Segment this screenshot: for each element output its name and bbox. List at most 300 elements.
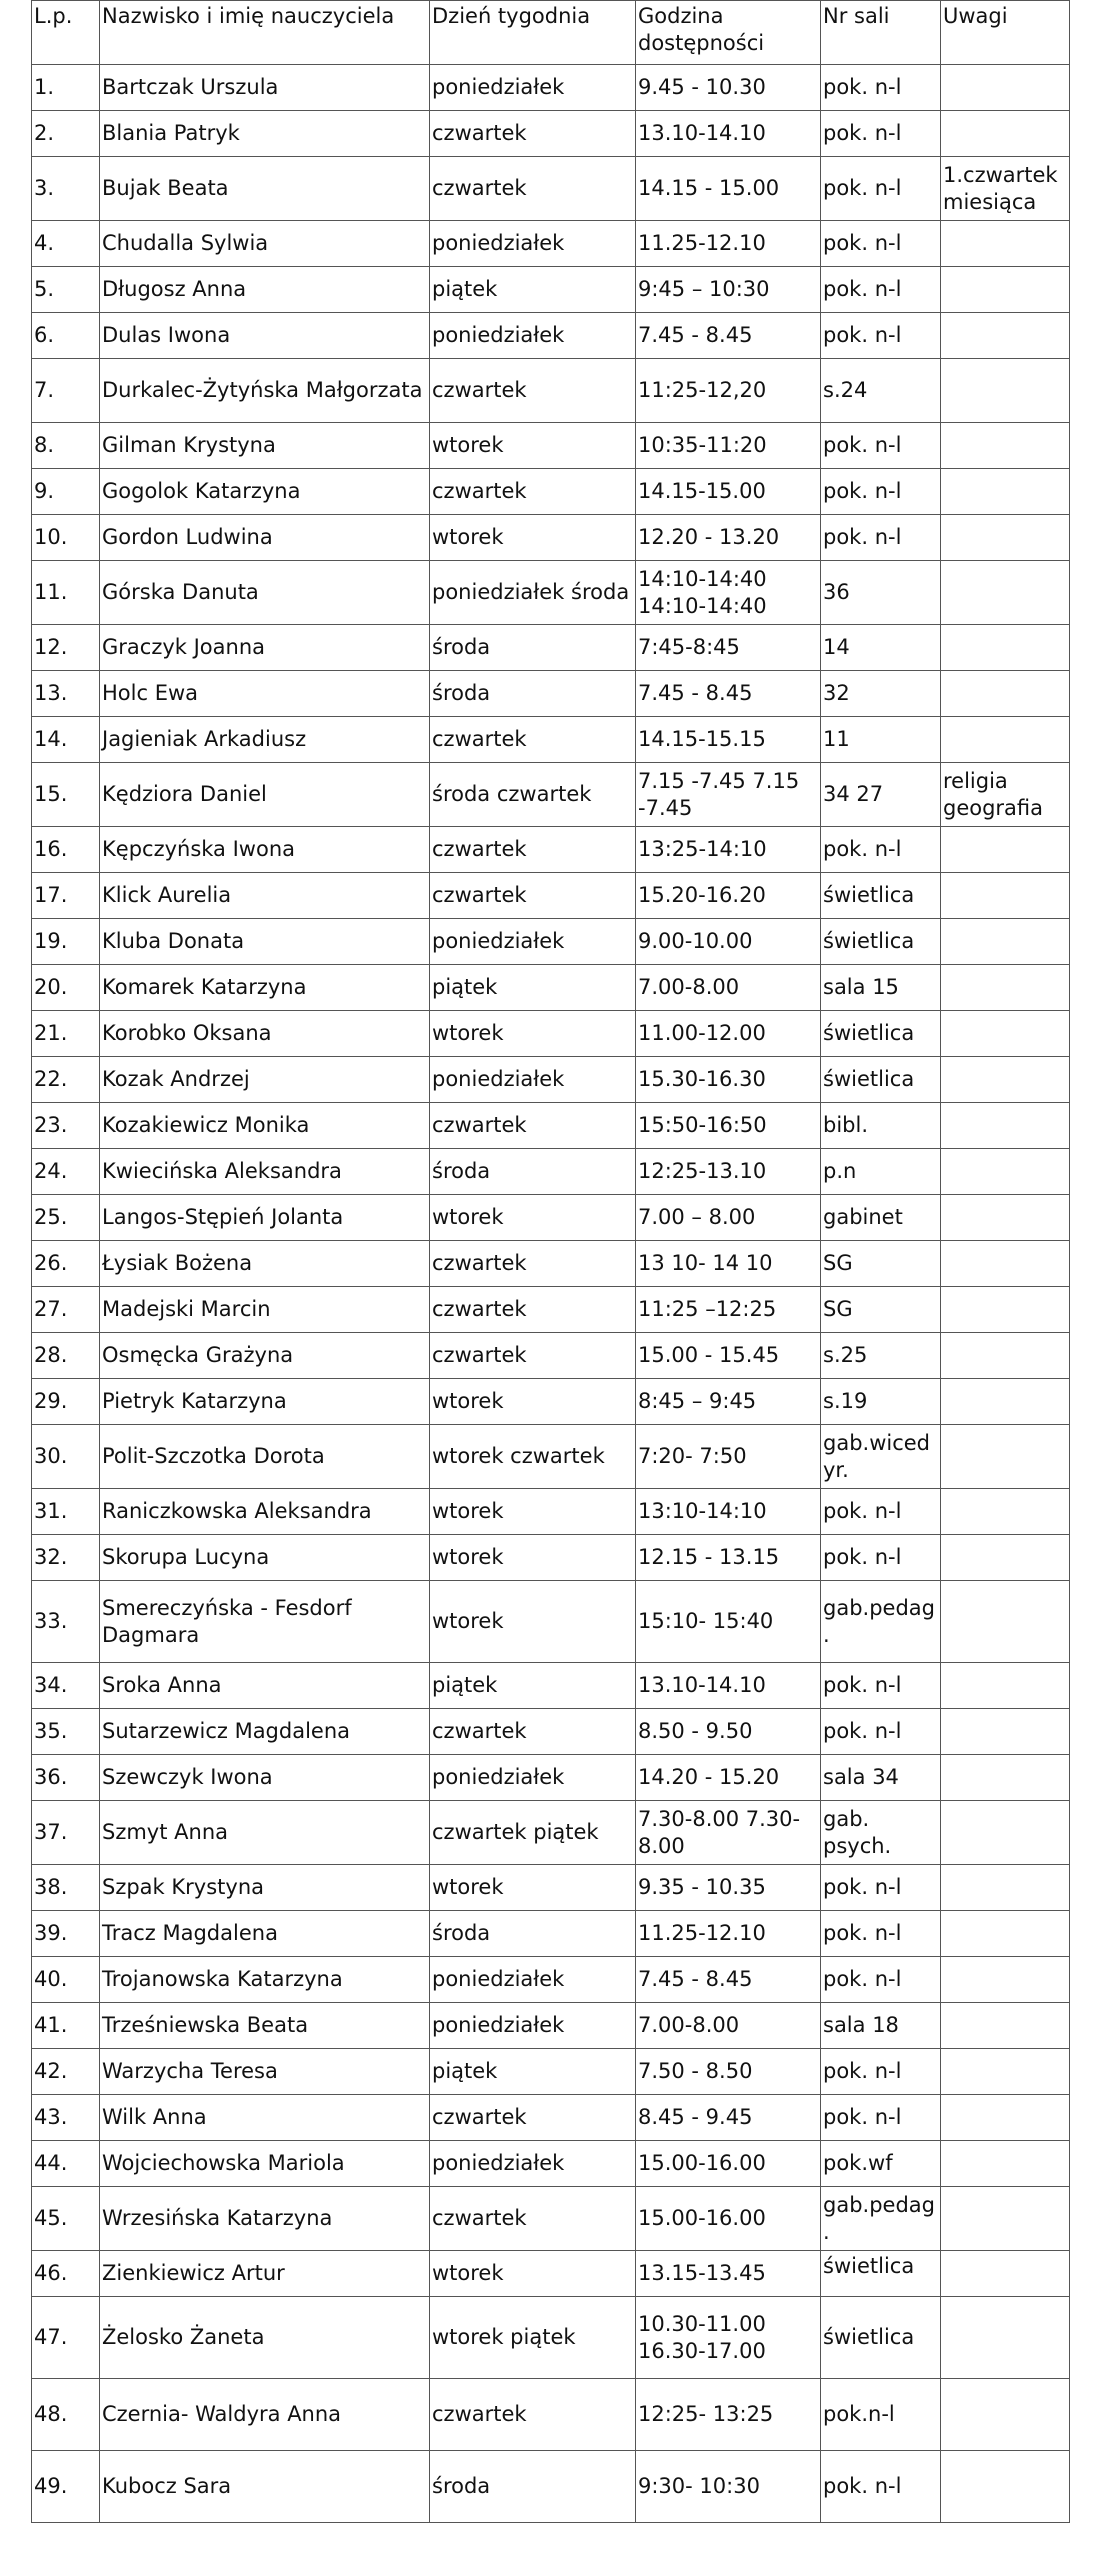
table-row — [32, 157, 1070, 221]
cell-notes — [941, 2451, 1070, 2523]
cell-time: 15.30-16.30 — [636, 1057, 821, 1103]
cell-room: pok. n-l — [821, 1911, 941, 1957]
cell-notes — [941, 671, 1070, 717]
cell-lp: 22. — [32, 1057, 100, 1103]
cell-notes — [941, 625, 1070, 671]
cell-teacher-name: Osmęcka Grażyna — [100, 1333, 430, 1379]
cell-room: świetlica — [821, 1011, 941, 1057]
cell-time: 12.15 - 13.15 — [636, 1535, 821, 1581]
cell-teacher-name: Blania Patryk — [100, 111, 430, 157]
cell-time: 11.25-12.10 — [636, 1911, 821, 1957]
cell-time: 13.15-13.45 — [636, 2251, 821, 2297]
table-row — [32, 1581, 1070, 1663]
cell-time: 10:35-11:20 — [636, 423, 821, 469]
cell-lp: 46. — [32, 2251, 100, 2297]
cell-day: czwartek — [430, 2095, 636, 2141]
table-row — [32, 717, 1070, 763]
cell-notes — [941, 2379, 1070, 2451]
cell-teacher-name: Warzycha Teresa — [100, 2049, 430, 2095]
cell-day: poniedziałek — [430, 221, 636, 267]
cell-room: SG — [821, 1287, 941, 1333]
cell-teacher-name: Sroka Anna — [100, 1663, 430, 1709]
cell-teacher-name: Gordon Ludwina — [100, 515, 430, 561]
cell-lp: 48. — [32, 2379, 100, 2451]
cell-room: pok. n-l — [821, 515, 941, 561]
cell-time: 8.45 - 9.45 — [636, 2095, 821, 2141]
cell-teacher-name: Chudalla Sylwia — [100, 221, 430, 267]
cell-room: pok. n-l — [821, 2049, 941, 2095]
cell-room: s.19 — [821, 1379, 941, 1425]
cell-room: gabinet — [821, 1195, 941, 1241]
cell-day: czwartek — [430, 111, 636, 157]
cell-day: piątek — [430, 267, 636, 313]
cell-day: poniedziałek — [430, 313, 636, 359]
cell-time: 9.00-10.00 — [636, 919, 821, 965]
table-row — [32, 1535, 1070, 1581]
table-row — [32, 65, 1070, 111]
cell-room: gab.pedag. — [821, 2187, 941, 2251]
cell-notes — [941, 1755, 1070, 1801]
cell-teacher-name: Skorupa Lucyna — [100, 1535, 430, 1581]
cell-time: 7.00 – 8.00 — [636, 1195, 821, 1241]
cell-room: sala 15 — [821, 965, 941, 1011]
cell-lp: 28. — [32, 1333, 100, 1379]
cell-room: pok. n-l — [821, 1709, 941, 1755]
cell-teacher-name: Długosz Anna — [100, 267, 430, 313]
cell-notes — [941, 1957, 1070, 2003]
cell-lp: 2. — [32, 111, 100, 157]
cell-notes — [941, 2251, 1070, 2297]
cell-teacher-name: Dulas Iwona — [100, 313, 430, 359]
cell-room: pok. n-l — [821, 313, 941, 359]
table-row — [32, 625, 1070, 671]
table-row — [32, 1755, 1070, 1801]
cell-time: 7.30-8.00 7.30-8.00 — [636, 1801, 821, 1865]
cell-time: 9:30- 10:30 — [636, 2451, 821, 2523]
header-day: Dzień tygodnia — [430, 1, 636, 65]
cell-room: sala 34 — [821, 1755, 941, 1801]
cell-lp: 3. — [32, 157, 100, 221]
cell-notes — [941, 1057, 1070, 1103]
cell-time: 14.15-15.15 — [636, 717, 821, 763]
cell-time: 10.30-11.00 16.30-17.00 — [636, 2297, 821, 2379]
cell-time: 7.50 - 8.50 — [636, 2049, 821, 2095]
cell-room: pok. n-l — [821, 221, 941, 267]
table-row — [32, 2095, 1070, 2141]
cell-time: 15.00-16.00 — [636, 2141, 821, 2187]
cell-room: gab. psych. — [821, 1801, 941, 1865]
cell-day: wtorek — [430, 1195, 636, 1241]
cell-notes — [941, 1709, 1070, 1755]
cell-notes — [941, 717, 1070, 763]
cell-notes — [941, 1489, 1070, 1535]
cell-lp: 7. — [32, 359, 100, 423]
cell-lp: 39. — [32, 1911, 100, 1957]
cell-teacher-name: Bujak Beata — [100, 157, 430, 221]
cell-notes — [941, 965, 1070, 1011]
cell-room: 34 27 — [821, 763, 941, 827]
cell-lp: 24. — [32, 1149, 100, 1195]
table-row — [32, 221, 1070, 267]
header-notes: Uwagi — [941, 1, 1070, 65]
cell-day: piątek — [430, 1663, 636, 1709]
cell-teacher-name: Łysiak Bożena — [100, 1241, 430, 1287]
cell-teacher-name: Kwiecińska Aleksandra — [100, 1149, 430, 1195]
cell-day: czwartek — [430, 873, 636, 919]
cell-lp: 43. — [32, 2095, 100, 2141]
cell-notes — [941, 2187, 1070, 2251]
cell-room: pok. n-l — [821, 1865, 941, 1911]
cell-day: poniedziałek — [430, 919, 636, 965]
cell-room: świetlica — [821, 2251, 941, 2297]
cell-lp: 11. — [32, 561, 100, 625]
cell-day: wtorek — [430, 515, 636, 561]
cell-room: gab.wiced yr. — [821, 1425, 941, 1489]
table-row — [32, 827, 1070, 873]
cell-teacher-name: Komarek Katarzyna — [100, 965, 430, 1011]
cell-notes — [941, 561, 1070, 625]
cell-teacher-name: Wilk Anna — [100, 2095, 430, 2141]
cell-day: poniedziałek — [430, 2003, 636, 2049]
cell-day: środa — [430, 2451, 636, 2523]
cell-notes — [941, 1535, 1070, 1581]
cell-notes — [941, 267, 1070, 313]
cell-teacher-name: Gogolok Katarzyna — [100, 469, 430, 515]
cell-day: czwartek — [430, 157, 636, 221]
cell-time: 7.45 - 8.45 — [636, 1957, 821, 2003]
cell-notes — [941, 1333, 1070, 1379]
cell-day: czwartek — [430, 1333, 636, 1379]
table-row — [32, 2187, 1070, 2251]
cell-time: 7.00-8.00 — [636, 2003, 821, 2049]
cell-time: 9.35 - 10.35 — [636, 1865, 821, 1911]
table-row — [32, 1057, 1070, 1103]
cell-time: 9.45 - 10.30 — [636, 65, 821, 111]
header-time: Godzina dostępności — [636, 1, 821, 65]
table-row — [32, 2451, 1070, 2523]
cell-day: czwartek — [430, 359, 636, 423]
cell-teacher-name: Korobko Oksana — [100, 1011, 430, 1057]
cell-teacher-name: Sutarzewicz Magdalena — [100, 1709, 430, 1755]
cell-room: pok. n-l — [821, 65, 941, 111]
table-row — [32, 1663, 1070, 1709]
cell-teacher-name: Smereczyńska - Fesdorf Dagmara — [100, 1581, 430, 1663]
cell-teacher-name: Kępczyńska Iwona — [100, 827, 430, 873]
cell-teacher-name: Raniczkowska Aleksandra — [100, 1489, 430, 1535]
table-row — [32, 561, 1070, 625]
cell-lp: 13. — [32, 671, 100, 717]
cell-lp: 1. — [32, 65, 100, 111]
cell-lp: 37. — [32, 1801, 100, 1865]
table-row — [32, 873, 1070, 919]
cell-time: 14:10-14:40 14:10-14:40 — [636, 561, 821, 625]
cell-notes — [941, 919, 1070, 965]
table-row — [32, 2297, 1070, 2379]
cell-day: czwartek — [430, 1103, 636, 1149]
cell-day: poniedziałek — [430, 65, 636, 111]
table-row — [32, 1801, 1070, 1865]
cell-teacher-name: Holc Ewa — [100, 671, 430, 717]
cell-lp: 27. — [32, 1287, 100, 1333]
cell-notes — [941, 221, 1070, 267]
cell-teacher-name: Pietryk Katarzyna — [100, 1379, 430, 1425]
cell-lp: 6. — [32, 313, 100, 359]
cell-day: wtorek — [430, 2251, 636, 2297]
cell-notes — [941, 1865, 1070, 1911]
cell-time: 7.15 -7.45 7.15 -7.45 — [636, 763, 821, 827]
cell-day: czwartek — [430, 1287, 636, 1333]
cell-notes — [941, 2297, 1070, 2379]
cell-teacher-name: Langos-Stępień Jolanta — [100, 1195, 430, 1241]
cell-day: wtorek — [430, 1011, 636, 1057]
table-row — [32, 919, 1070, 965]
cell-lp: 8. — [32, 423, 100, 469]
cell-lp: 45. — [32, 2187, 100, 2251]
cell-time: 14.20 - 15.20 — [636, 1755, 821, 1801]
table-row — [32, 2141, 1070, 2187]
cell-room: p.n — [821, 1149, 941, 1195]
cell-time: 14.15-15.00 — [636, 469, 821, 515]
cell-day: wtorek — [430, 1379, 636, 1425]
table-row — [32, 965, 1070, 1011]
table-row — [32, 1333, 1070, 1379]
table-row — [32, 1489, 1070, 1535]
cell-room: świetlica — [821, 1057, 941, 1103]
cell-day: czwartek — [430, 1241, 636, 1287]
table-row — [32, 1865, 1070, 1911]
cell-lp: 33. — [32, 1581, 100, 1663]
cell-time: 12.20 - 13.20 — [636, 515, 821, 561]
cell-teacher-name: Górska Danuta — [100, 561, 430, 625]
cell-room: świetlica — [821, 873, 941, 919]
cell-notes — [941, 313, 1070, 359]
cell-lp: 31. — [32, 1489, 100, 1535]
cell-teacher-name: Polit-Szczotka Dorota — [100, 1425, 430, 1489]
cell-time: 12:25-13.10 — [636, 1149, 821, 1195]
cell-day: poniedziałek środa — [430, 561, 636, 625]
cell-notes — [941, 359, 1070, 423]
table-row — [32, 1425, 1070, 1489]
cell-lp: 32. — [32, 1535, 100, 1581]
cell-time: 9:45 – 10:30 — [636, 267, 821, 313]
cell-time: 7:20- 7:50 — [636, 1425, 821, 1489]
cell-room: pok. n-l — [821, 157, 941, 221]
cell-notes — [941, 1195, 1070, 1241]
cell-lp: 26. — [32, 1241, 100, 1287]
cell-time: 7:45-8:45 — [636, 625, 821, 671]
cell-lp: 5. — [32, 267, 100, 313]
table-row — [32, 1241, 1070, 1287]
header-name: Nazwisko i imię nauczyciela — [100, 1, 430, 65]
cell-room: świetlica — [821, 919, 941, 965]
cell-day: wtorek — [430, 423, 636, 469]
cell-room: pok. n-l — [821, 423, 941, 469]
cell-day: poniedziałek — [430, 1957, 636, 2003]
cell-notes — [941, 2049, 1070, 2095]
cell-teacher-name: Szewczyk Iwona — [100, 1755, 430, 1801]
cell-room: pok. n-l — [821, 111, 941, 157]
cell-room: pok. n-l — [821, 2451, 941, 2523]
cell-room: pok.n-l — [821, 2379, 941, 2451]
header-row — [32, 1, 1070, 65]
table-row — [32, 267, 1070, 313]
cell-time: 8.50 - 9.50 — [636, 1709, 821, 1755]
cell-room: s.25 — [821, 1333, 941, 1379]
cell-teacher-name: Graczyk Joanna — [100, 625, 430, 671]
cell-notes — [941, 1103, 1070, 1149]
cell-teacher-name: Żelosko Żaneta — [100, 2297, 430, 2379]
table-row — [32, 671, 1070, 717]
table-row — [32, 1103, 1070, 1149]
cell-day: wtorek piątek — [430, 2297, 636, 2379]
cell-time: 15:50-16:50 — [636, 1103, 821, 1149]
cell-room: pok. n-l — [821, 1663, 941, 1709]
cell-time: 15.00 - 15.45 — [636, 1333, 821, 1379]
cell-time: 15:10- 15:40 — [636, 1581, 821, 1663]
cell-notes — [941, 1663, 1070, 1709]
cell-lp: 9. — [32, 469, 100, 515]
cell-lp: 16. — [32, 827, 100, 873]
table-row — [32, 2379, 1070, 2451]
cell-room: 32 — [821, 671, 941, 717]
cell-lp: 35. — [32, 1709, 100, 1755]
cell-time: 11.25-12.10 — [636, 221, 821, 267]
cell-day: wtorek — [430, 1581, 636, 1663]
cell-day: czwartek — [430, 1709, 636, 1755]
cell-teacher-name: Szpak Krystyna — [100, 1865, 430, 1911]
table-row — [32, 313, 1070, 359]
cell-teacher-name: Jagieniak Arkadiusz — [100, 717, 430, 763]
table-row — [32, 359, 1070, 423]
cell-lp: 23. — [32, 1103, 100, 1149]
cell-teacher-name: Madejski Marcin — [100, 1287, 430, 1333]
cell-time: 12:25- 13:25 — [636, 2379, 821, 2451]
table-row — [32, 1149, 1070, 1195]
cell-lp: 40. — [32, 1957, 100, 2003]
cell-day: czwartek — [430, 469, 636, 515]
cell-day: środa — [430, 671, 636, 717]
cell-room: bibl. — [821, 1103, 941, 1149]
cell-lp: 20. — [32, 965, 100, 1011]
cell-teacher-name: Czernia- Waldyra Anna — [100, 2379, 430, 2451]
cell-lp: 21. — [32, 1011, 100, 1057]
table-row — [32, 1011, 1070, 1057]
cell-notes — [941, 111, 1070, 157]
cell-day: czwartek — [430, 717, 636, 763]
cell-day: poniedziałek — [430, 1755, 636, 1801]
cell-room: sala 18 — [821, 2003, 941, 2049]
cell-notes: 1.czwartek miesiąca — [941, 157, 1070, 221]
cell-room: pok. n-l — [821, 469, 941, 515]
cell-time: 8:45 – 9:45 — [636, 1379, 821, 1425]
cell-lp: 49. — [32, 2451, 100, 2523]
cell-day: piątek — [430, 965, 636, 1011]
cell-lp: 30. — [32, 1425, 100, 1489]
cell-teacher-name: Trojanowska Katarzyna — [100, 1957, 430, 2003]
cell-teacher-name: Wrzesińska Katarzyna — [100, 2187, 430, 2251]
header-room: Nr sali — [821, 1, 941, 65]
cell-room: świetlica — [821, 2297, 941, 2379]
cell-day: środa czwartek — [430, 763, 636, 827]
cell-lp: 10. — [32, 515, 100, 561]
cell-notes — [941, 1011, 1070, 1057]
cell-notes — [941, 2095, 1070, 2141]
cell-time: 13:25-14:10 — [636, 827, 821, 873]
cell-time: 14.15 - 15.00 — [636, 157, 821, 221]
cell-room: pok. n-l — [821, 267, 941, 313]
cell-time: 15.00-16.00 — [636, 2187, 821, 2251]
cell-lp: 19. — [32, 919, 100, 965]
cell-notes — [941, 469, 1070, 515]
cell-lp: 12. — [32, 625, 100, 671]
table-row — [32, 423, 1070, 469]
cell-notes — [941, 1801, 1070, 1865]
cell-day: czwartek piątek — [430, 1801, 636, 1865]
cell-teacher-name: Kędziora Daniel — [100, 763, 430, 827]
cell-lp: 34. — [32, 1663, 100, 1709]
cell-time: 11:25 –12:25 — [636, 1287, 821, 1333]
cell-notes — [941, 65, 1070, 111]
cell-notes — [941, 873, 1070, 919]
cell-lp: 15. — [32, 763, 100, 827]
cell-room: pok. n-l — [821, 827, 941, 873]
cell-teacher-name: Bartczak Urszula — [100, 65, 430, 111]
cell-room: pok. n-l — [821, 1535, 941, 1581]
table-row — [32, 2003, 1070, 2049]
cell-time: 13:10-14:10 — [636, 1489, 821, 1535]
cell-teacher-name: Gilman Krystyna — [100, 423, 430, 469]
cell-lp: 25. — [32, 1195, 100, 1241]
cell-room: gab.pedag. — [821, 1581, 941, 1663]
cell-teacher-name: Kubocz Sara — [100, 2451, 430, 2523]
cell-notes — [941, 1241, 1070, 1287]
cell-notes: religia geografia — [941, 763, 1070, 827]
cell-time: 11:25-12,20 — [636, 359, 821, 423]
cell-teacher-name: Kozakiewicz Monika — [100, 1103, 430, 1149]
cell-teacher-name: Klick Aurelia — [100, 873, 430, 919]
cell-day: piątek — [430, 2049, 636, 2095]
cell-day: czwartek — [430, 827, 636, 873]
cell-room: pok. n-l — [821, 2095, 941, 2141]
cell-time: 7.45 - 8.45 — [636, 671, 821, 717]
cell-time: 15.20-16.20 — [636, 873, 821, 919]
cell-teacher-name: Zienkiewicz Artur — [100, 2251, 430, 2297]
table-body — [32, 65, 1070, 2523]
cell-room: pok. n-l — [821, 1957, 941, 2003]
cell-room: pok.wf — [821, 2141, 941, 2187]
table-row — [32, 1911, 1070, 1957]
cell-teacher-name: Trześniewska Beata — [100, 2003, 430, 2049]
cell-lp: 17. — [32, 873, 100, 919]
cell-notes — [941, 827, 1070, 873]
cell-notes — [941, 1911, 1070, 1957]
cell-room: s.24 — [821, 359, 941, 423]
cell-room: 36 — [821, 561, 941, 625]
table-row — [32, 1287, 1070, 1333]
cell-day: czwartek — [430, 2379, 636, 2451]
teacher-availability-table — [31, 0, 1070, 2523]
cell-room: pok. n-l — [821, 1489, 941, 1535]
table-row — [32, 763, 1070, 827]
cell-day: wtorek — [430, 1865, 636, 1911]
table-row — [32, 2251, 1070, 2297]
table-row — [32, 1195, 1070, 1241]
cell-lp: 4. — [32, 221, 100, 267]
header-lp: L.p. — [32, 1, 100, 65]
cell-day: wtorek — [430, 1535, 636, 1581]
cell-teacher-name: Wojciechowska Mariola — [100, 2141, 430, 2187]
cell-notes — [941, 423, 1070, 469]
